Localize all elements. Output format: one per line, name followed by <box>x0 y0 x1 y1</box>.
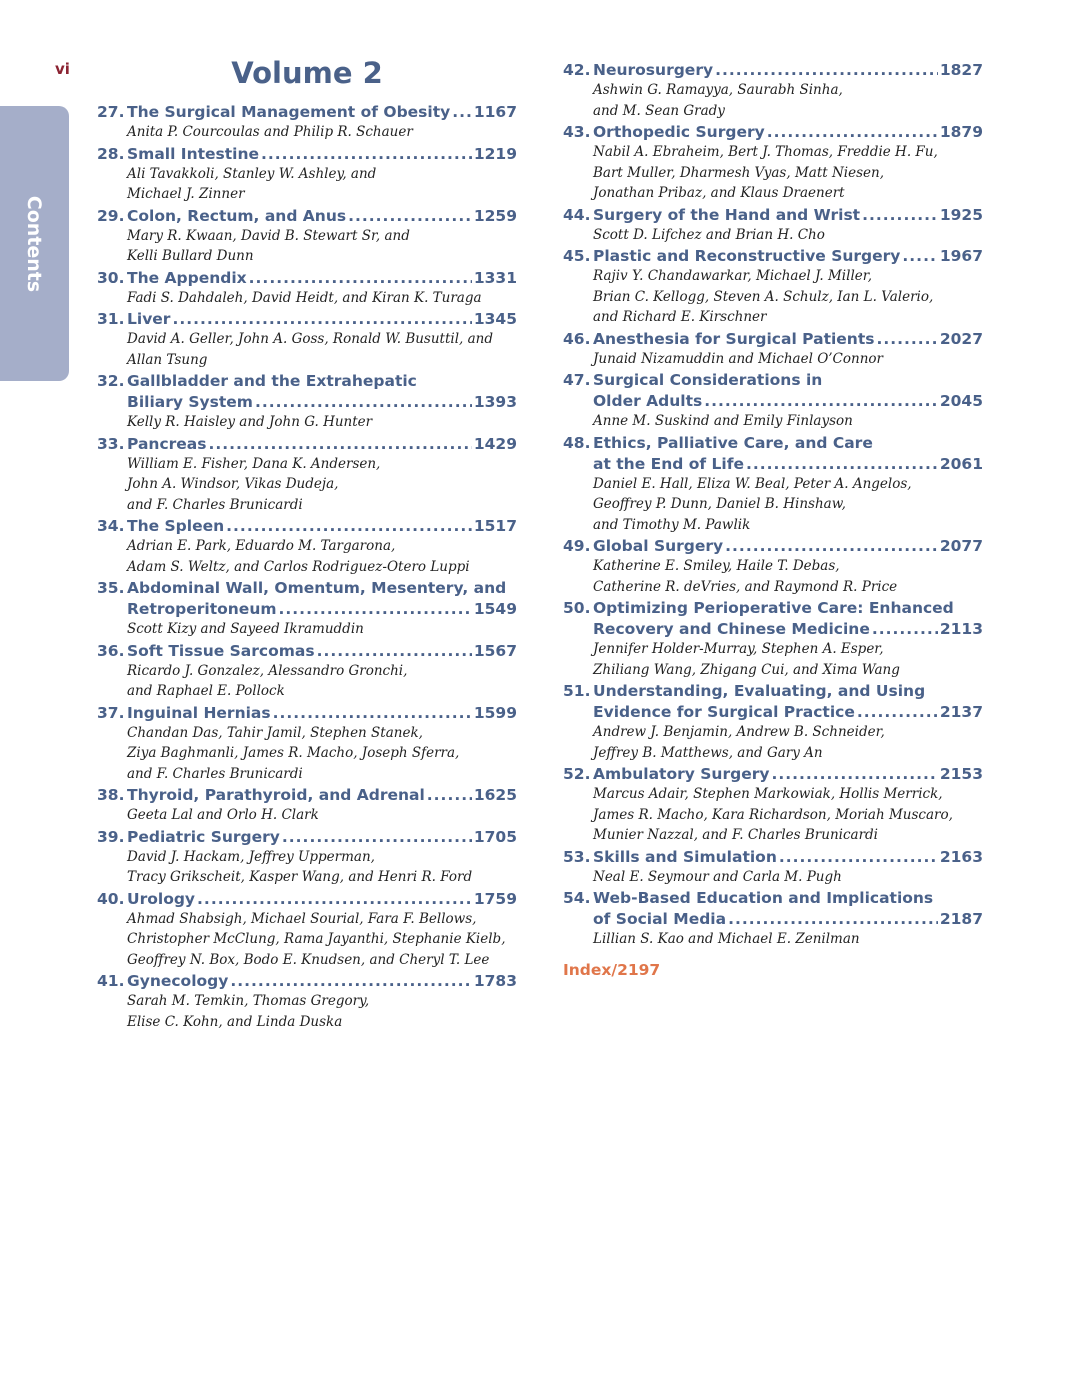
chapter-page-number: 1259 <box>473 206 517 225</box>
chapter-number: 53. <box>563 847 591 866</box>
toc-entry[interactable] <box>563 122 983 204</box>
dot-leader <box>872 619 938 640</box>
chapter-title-line <box>563 536 983 557</box>
dot-leader <box>249 268 472 289</box>
chapter-authors: Ziya Baghmanli, James R. Macho, Joseph Sferra, <box>127 745 460 761</box>
chapter-number: 41. <box>97 972 125 990</box>
chapter-authors: Fadi S. Dahdaleh, David Heidt, and Kiran K. Turaga <box>127 289 482 306</box>
toc-entry[interactable] <box>563 681 983 763</box>
index-link[interactable]: Index/2197 <box>563 960 661 979</box>
chapter-title: Liver <box>127 310 171 328</box>
chapter-title: of Social Media <box>593 910 727 928</box>
chapter-title-line <box>563 702 983 723</box>
chapter-title-line <box>563 370 983 391</box>
toc-entry[interactable] <box>97 889 517 971</box>
toc-entry[interactable] <box>97 371 517 433</box>
chapter-page-number: 1549 <box>473 600 517 618</box>
chapter-title: The Appendix <box>127 268 247 287</box>
chapter-authors: Geeta Lal and Orlo H. Clark <box>127 807 319 823</box>
toc-entry[interactable] <box>97 971 517 1032</box>
chapter-title-line <box>97 516 517 537</box>
dot-leader <box>282 827 472 848</box>
toc-entry[interactable] <box>563 370 983 432</box>
chapter-title-line <box>563 391 983 412</box>
chapter-authors: Anne M. Suskind and Emily Finlayson <box>593 413 853 429</box>
chapter-authors: Daniel E. Hall, Eliza W. Beal, Peter A. Angelos, <box>593 475 912 492</box>
chapter-authors: Nabil A. Ebraheim, Bert J. Thomas, Freddie H. Fu, <box>593 144 938 160</box>
chapter-title: Global Surgery <box>593 537 724 555</box>
chapter-page-number: 1393 <box>473 393 517 411</box>
chapter-authors: Ali Tavakkoli, Stanley W. Ashley, and <box>127 165 377 182</box>
chapter-title: Gallbladder and the Extrahepatic <box>127 372 417 390</box>
chapter-title: Older Adults <box>593 392 703 410</box>
chapter-page-number: 1759 <box>473 889 517 908</box>
chapter-authors: Anita P. Courcoulas and Philip R. Schauer <box>127 124 413 140</box>
dot-leader <box>348 206 472 227</box>
chapter-authors: Scott D. Lifchez and Brian H. Cho <box>593 226 825 243</box>
dot-leader <box>728 909 938 930</box>
chapter-number: 36. <box>97 641 125 660</box>
chapter-title-line <box>563 681 983 702</box>
chapter-title-line <box>97 703 517 724</box>
chapter-title: Gynecology <box>127 972 229 990</box>
chapter-page-number: 2153 <box>939 765 983 783</box>
chapter-title: Inguinal Hernias <box>127 703 271 722</box>
chapter-authors: Marcus Adair, Stephen Markowiak, Hollis Merrick, <box>593 786 943 802</box>
chapter-page-number: 2045 <box>939 392 983 410</box>
chapter-number: 45. <box>563 247 591 265</box>
chapter-title-line <box>563 888 983 909</box>
chapter-authors: Junaid Nizamuddin and Michael O’Connor <box>593 350 883 367</box>
chapter-authors: Geoffrey N. Box, Bodo E. Knudsen, and Cheryl T. Lee <box>127 951 490 968</box>
chapter-number: 52. <box>563 765 591 783</box>
chapter-title-line <box>563 764 983 785</box>
chapter-authors: Lillian S. Kao and Michael E. Zenilman <box>593 931 860 947</box>
chapter-title-line <box>97 309 517 330</box>
dot-leader <box>273 703 472 724</box>
dot-leader <box>704 391 938 412</box>
chapter-title-line <box>97 371 517 392</box>
chapter-page-number: 1625 <box>473 786 517 804</box>
chapter-title: Orthopedic Surgery <box>593 123 765 141</box>
chapter-authors: and F. Charles Brunicardi <box>127 765 303 782</box>
chapter-title-line <box>563 619 983 640</box>
dot-leader <box>725 536 938 557</box>
chapter-authors: Tracy Grikscheit, Kasper Wang, and Henri R. Ford <box>127 869 473 885</box>
chapter-authors: Allan Tsung <box>127 351 208 368</box>
toc-entry[interactable] <box>563 246 983 328</box>
dot-leader <box>279 599 472 620</box>
toc-entry[interactable] <box>563 764 983 846</box>
dot-leader <box>317 641 472 662</box>
chapter-title: Ambulatory Surgery <box>593 765 770 783</box>
chapter-page-number: 1517 <box>473 517 517 535</box>
dot-leader <box>767 122 938 143</box>
chapter-authors: Ricardo J. Gonzalez, Alessandro Gronchi, <box>127 662 408 679</box>
chapter-page-number: 2187 <box>939 910 983 928</box>
chapter-title: Retroperitoneum <box>127 600 277 618</box>
chapter-number: 29. <box>97 206 125 225</box>
dot-leader <box>857 702 938 723</box>
chapter-title: Surgical Considerations in <box>593 371 823 389</box>
chapter-authors: Rajiv Y. Chandawarkar, Michael J. Miller, <box>593 268 873 284</box>
toc-entry[interactable] <box>563 847 983 888</box>
toc-entry[interactable] <box>563 433 983 536</box>
toc-entry[interactable] <box>563 536 983 597</box>
chapter-page-number: 1331 <box>473 268 517 287</box>
chapter-authors: John A. Windsor, Vikas Dudeja, <box>127 476 339 492</box>
toc-entry[interactable] <box>97 641 517 702</box>
chapter-title: Skills and Simulation <box>593 847 777 866</box>
toc-entry[interactable] <box>97 144 517 205</box>
chapter-number: 27. <box>97 103 125 121</box>
chapter-authors: Andrew J. Benjamin, Andrew B. Schneider, <box>593 724 885 740</box>
chapter-page-number: 1219 <box>473 144 517 163</box>
chapter-number: 46. <box>563 329 591 348</box>
chapter-title-line <box>97 785 517 806</box>
toc-entry[interactable] <box>563 60 983 121</box>
chapter-page-number: 1599 <box>473 703 517 722</box>
chapter-authors: David A. Geller, John A. Goss, Ronald W. Busuttil, and <box>127 331 494 347</box>
chapter-page-number: 1879 <box>939 123 983 141</box>
chapter-title: at the End of Life <box>593 454 744 473</box>
chapter-title-line <box>563 246 983 267</box>
dot-leader <box>746 454 938 475</box>
toc-entry[interactable] <box>97 206 517 267</box>
chapter-authors: Scott Kizy and Sayeed Ikramuddin <box>127 621 364 637</box>
dot-leader <box>261 144 472 165</box>
chapter-page-number: 1925 <box>939 205 983 224</box>
chapter-title: Pancreas <box>127 434 207 453</box>
chapter-title-line <box>97 102 517 123</box>
chapter-title: Soft Tissue Sarcomas <box>127 641 315 660</box>
chapter-title-line <box>97 144 517 165</box>
chapter-number: 39. <box>97 827 125 846</box>
chapter-number: 49. <box>563 537 591 555</box>
chapter-title-line <box>563 60 983 81</box>
chapter-authors: James R. Macho, Kara Richardson, Moriah Muscaro, <box>593 806 953 823</box>
chapter-authors: and Raphael E. Pollock <box>127 683 285 699</box>
chapter-number: 42. <box>563 61 591 79</box>
chapter-title: Urology <box>127 889 196 908</box>
chapter-page-number: 1567 <box>473 641 517 660</box>
chapter-number: 51. <box>563 682 591 700</box>
chapter-authors: Chandan Das, Tahir Jamil, Stephen Stanek, <box>127 724 423 741</box>
dot-leader <box>876 329 937 350</box>
chapter-page-number: 1967 <box>939 247 983 265</box>
chapter-title: The Surgical Management of Obesity <box>127 103 451 121</box>
toc-entry[interactable] <box>97 309 517 370</box>
chapter-title: Biliary System <box>127 393 253 411</box>
volume-title: Volume 2 <box>231 56 383 90</box>
toc-entry[interactable] <box>97 827 517 888</box>
chapter-title-line <box>97 206 517 227</box>
chapter-title-line <box>97 392 517 413</box>
chapter-page-number: 2061 <box>939 454 983 473</box>
chapter-authors: Bart Muller, Dharmesh Vyas, Matt Niesen, <box>593 164 884 181</box>
chapter-number: 43. <box>563 123 591 141</box>
chapter-title: The Spleen <box>127 517 225 535</box>
page-number: vi <box>55 60 70 78</box>
toc-right-column <box>563 60 983 981</box>
chapter-authors: David J. Hackam, Jeffrey Upperman, <box>127 848 375 865</box>
chapter-authors: Neal E. Seymour and Carla M. Pugh <box>593 868 842 885</box>
chapter-authors: Catherine R. deVries, and Raymond R. Price <box>593 578 898 595</box>
chapter-title: Anesthesia for Surgical Patients <box>593 329 875 348</box>
chapter-title: Understanding, Evaluating, and Using <box>593 682 926 700</box>
chapter-page-number: 1167 <box>473 103 517 121</box>
chapter-title: Pediatric Surgery <box>127 827 280 846</box>
chapter-number: 40. <box>97 889 125 908</box>
chapter-authors: Michael J. Zinner <box>127 186 245 202</box>
chapter-title-line <box>97 578 517 599</box>
chapter-title-line <box>563 122 983 143</box>
dot-leader <box>255 392 472 413</box>
chapter-authors: Jonathan Pribaz, and Klaus Draenert <box>593 185 845 201</box>
chapter-authors: Kelly R. Haisley and John G. Hunter <box>127 414 373 430</box>
chapter-authors: Katherine E. Smiley, Haile T. Debas, <box>593 558 840 574</box>
chapter-number: 47. <box>563 371 591 389</box>
chapter-title-line <box>563 329 983 350</box>
chapter-title: Optimizing Perioperative Care: Enhanced <box>593 599 954 617</box>
dot-leader <box>779 847 938 868</box>
chapter-title-line <box>97 268 517 289</box>
toc-entry[interactable] <box>97 434 517 516</box>
chapter-number: 37. <box>97 703 125 722</box>
chapter-page-number: 2137 <box>939 703 983 721</box>
toc-entry[interactable] <box>563 888 983 950</box>
chapter-title-line <box>563 847 983 868</box>
chapter-title-line <box>97 889 517 910</box>
toc-entry[interactable] <box>97 102 517 143</box>
chapter-number: 33. <box>97 434 125 453</box>
chapter-page-number: 2113 <box>939 620 983 638</box>
toc-entry[interactable] <box>563 329 983 370</box>
chapter-title: Plastic and Reconstructive Surgery <box>593 247 901 265</box>
chapter-title: Evidence for Surgical Practice <box>593 703 855 721</box>
chapter-authors: Jennifer Holder-Murray, Stephen A. Esper, <box>593 641 884 657</box>
dot-leader <box>197 889 472 910</box>
chapter-page-number: 1783 <box>473 972 517 990</box>
chapter-title-line <box>97 599 517 620</box>
chapter-number: 38. <box>97 786 125 804</box>
chapter-authors: Mary R. Kwaan, David B. Stewart Sr, and <box>127 227 410 244</box>
chapter-number: 30. <box>97 268 125 287</box>
chapter-number: 31. <box>97 310 125 328</box>
toc-entry[interactable] <box>563 598 983 680</box>
chapter-number: 35. <box>97 579 125 597</box>
chapter-title-line <box>563 909 983 930</box>
chapter-title-line <box>563 454 983 475</box>
chapter-title: Colon, Rectum, and Anus <box>127 206 347 225</box>
toc-entry[interactable] <box>563 205 983 246</box>
chapter-authors: Ahmad Shabsigh, Michael Sourial, Fara F. Bellows, <box>127 910 477 927</box>
dot-leader <box>902 246 937 267</box>
dot-leader <box>452 102 472 123</box>
chapter-authors: Ashwin G. Ramayya, Saurabh Sinha, <box>593 82 843 98</box>
side-tab-label: Contents <box>23 195 45 293</box>
chapter-page-number: 1827 <box>939 61 983 79</box>
chapter-authors: Geoffrey P. Dunn, Daniel B. Hinshaw, <box>593 496 846 512</box>
chapter-authors: Sarah M. Temkin, Thomas Gregory, <box>127 993 370 1009</box>
chapter-authors: Jeffrey B. Matthews, and Gary An <box>593 744 823 761</box>
toc-entry[interactable] <box>97 703 517 785</box>
chapter-authors: Christopher McClung, Rama Jayanthi, Stephanie Kielb, <box>127 931 506 947</box>
chapter-title: Surgery of the Hand and Wrist <box>593 205 861 224</box>
toc-entry[interactable] <box>97 578 517 640</box>
chapter-authors: and F. Charles Brunicardi <box>127 496 303 513</box>
dot-leader <box>208 434 471 455</box>
chapter-title: Abdominal Wall, Omentum, Mesentery, and <box>127 579 507 597</box>
chapter-authors: and Richard E. Kirschner <box>593 309 767 325</box>
dot-leader <box>715 60 938 81</box>
chapter-title-line <box>563 433 983 454</box>
chapter-authors: Elise C. Kohn, and Linda Duska <box>127 1013 343 1030</box>
chapter-number: 44. <box>563 205 591 224</box>
chapter-page-number: 2163 <box>939 847 983 866</box>
chapter-number: 28. <box>97 144 125 163</box>
chapter-title-line <box>563 598 983 619</box>
chapter-title-line <box>97 434 517 455</box>
dot-leader <box>230 971 471 992</box>
chapter-authors: Munier Nazzal, and F. Charles Brunicardi <box>593 827 878 843</box>
chapter-title: Web-Based Education and Implications <box>593 889 934 907</box>
chapter-page-number: 1345 <box>473 310 517 328</box>
chapter-title-line <box>97 971 517 992</box>
chapter-title: Thyroid, Parathyroid, and Adrenal <box>127 786 425 804</box>
chapter-authors: Zhiliang Wang, Zhigang Cui, and Xima Wang <box>593 661 900 678</box>
chapter-authors: Kelli Bullard Dunn <box>127 248 254 264</box>
chapter-authors: and Timothy M. Pawlik <box>593 516 751 533</box>
toc-entry[interactable] <box>97 268 517 309</box>
chapter-authors: Adrian E. Park, Eduardo M. Targarona, <box>127 538 396 554</box>
dot-leader <box>771 764 937 785</box>
toc-left-column <box>97 102 517 1033</box>
chapter-number: 34. <box>97 517 125 535</box>
chapter-authors: Brian C. Kellogg, Steven A. Schulz, Ian L. Valerio, <box>593 288 934 305</box>
dot-leader <box>172 309 471 330</box>
dot-leader <box>862 205 938 226</box>
chapter-page-number: 2027 <box>939 329 983 348</box>
chapter-title: Recovery and Chinese Medicine <box>593 620 870 638</box>
chapter-authors: William E. Fisher, Dana K. Andersen, <box>127 455 381 472</box>
chapter-number: 32. <box>97 372 125 390</box>
chapter-title: Ethics, Palliative Care, and Care <box>593 433 873 452</box>
chapter-title-line <box>97 827 517 848</box>
chapter-number: 48. <box>563 433 591 452</box>
dot-leader <box>226 516 472 537</box>
toc-entry[interactable] <box>97 516 517 577</box>
chapter-title-line <box>563 205 983 226</box>
dot-leader <box>427 785 472 806</box>
chapter-number: 50. <box>563 599 591 617</box>
chapter-number: 54. <box>563 889 591 907</box>
chapter-authors: and M. Sean Grady <box>593 102 725 119</box>
chapter-page-number: 1705 <box>473 827 517 846</box>
chapter-authors: Adam S. Weltz, and Carlos Rodriguez-Otero Luppi <box>127 558 470 575</box>
chapter-title: Neurosurgery <box>593 61 714 79</box>
chapter-page-number: 1429 <box>473 434 517 453</box>
chapter-title-line <box>97 641 517 662</box>
toc-entry[interactable] <box>97 785 517 826</box>
chapter-title: Small Intestine <box>127 144 260 163</box>
chapter-page-number: 2077 <box>939 537 983 555</box>
